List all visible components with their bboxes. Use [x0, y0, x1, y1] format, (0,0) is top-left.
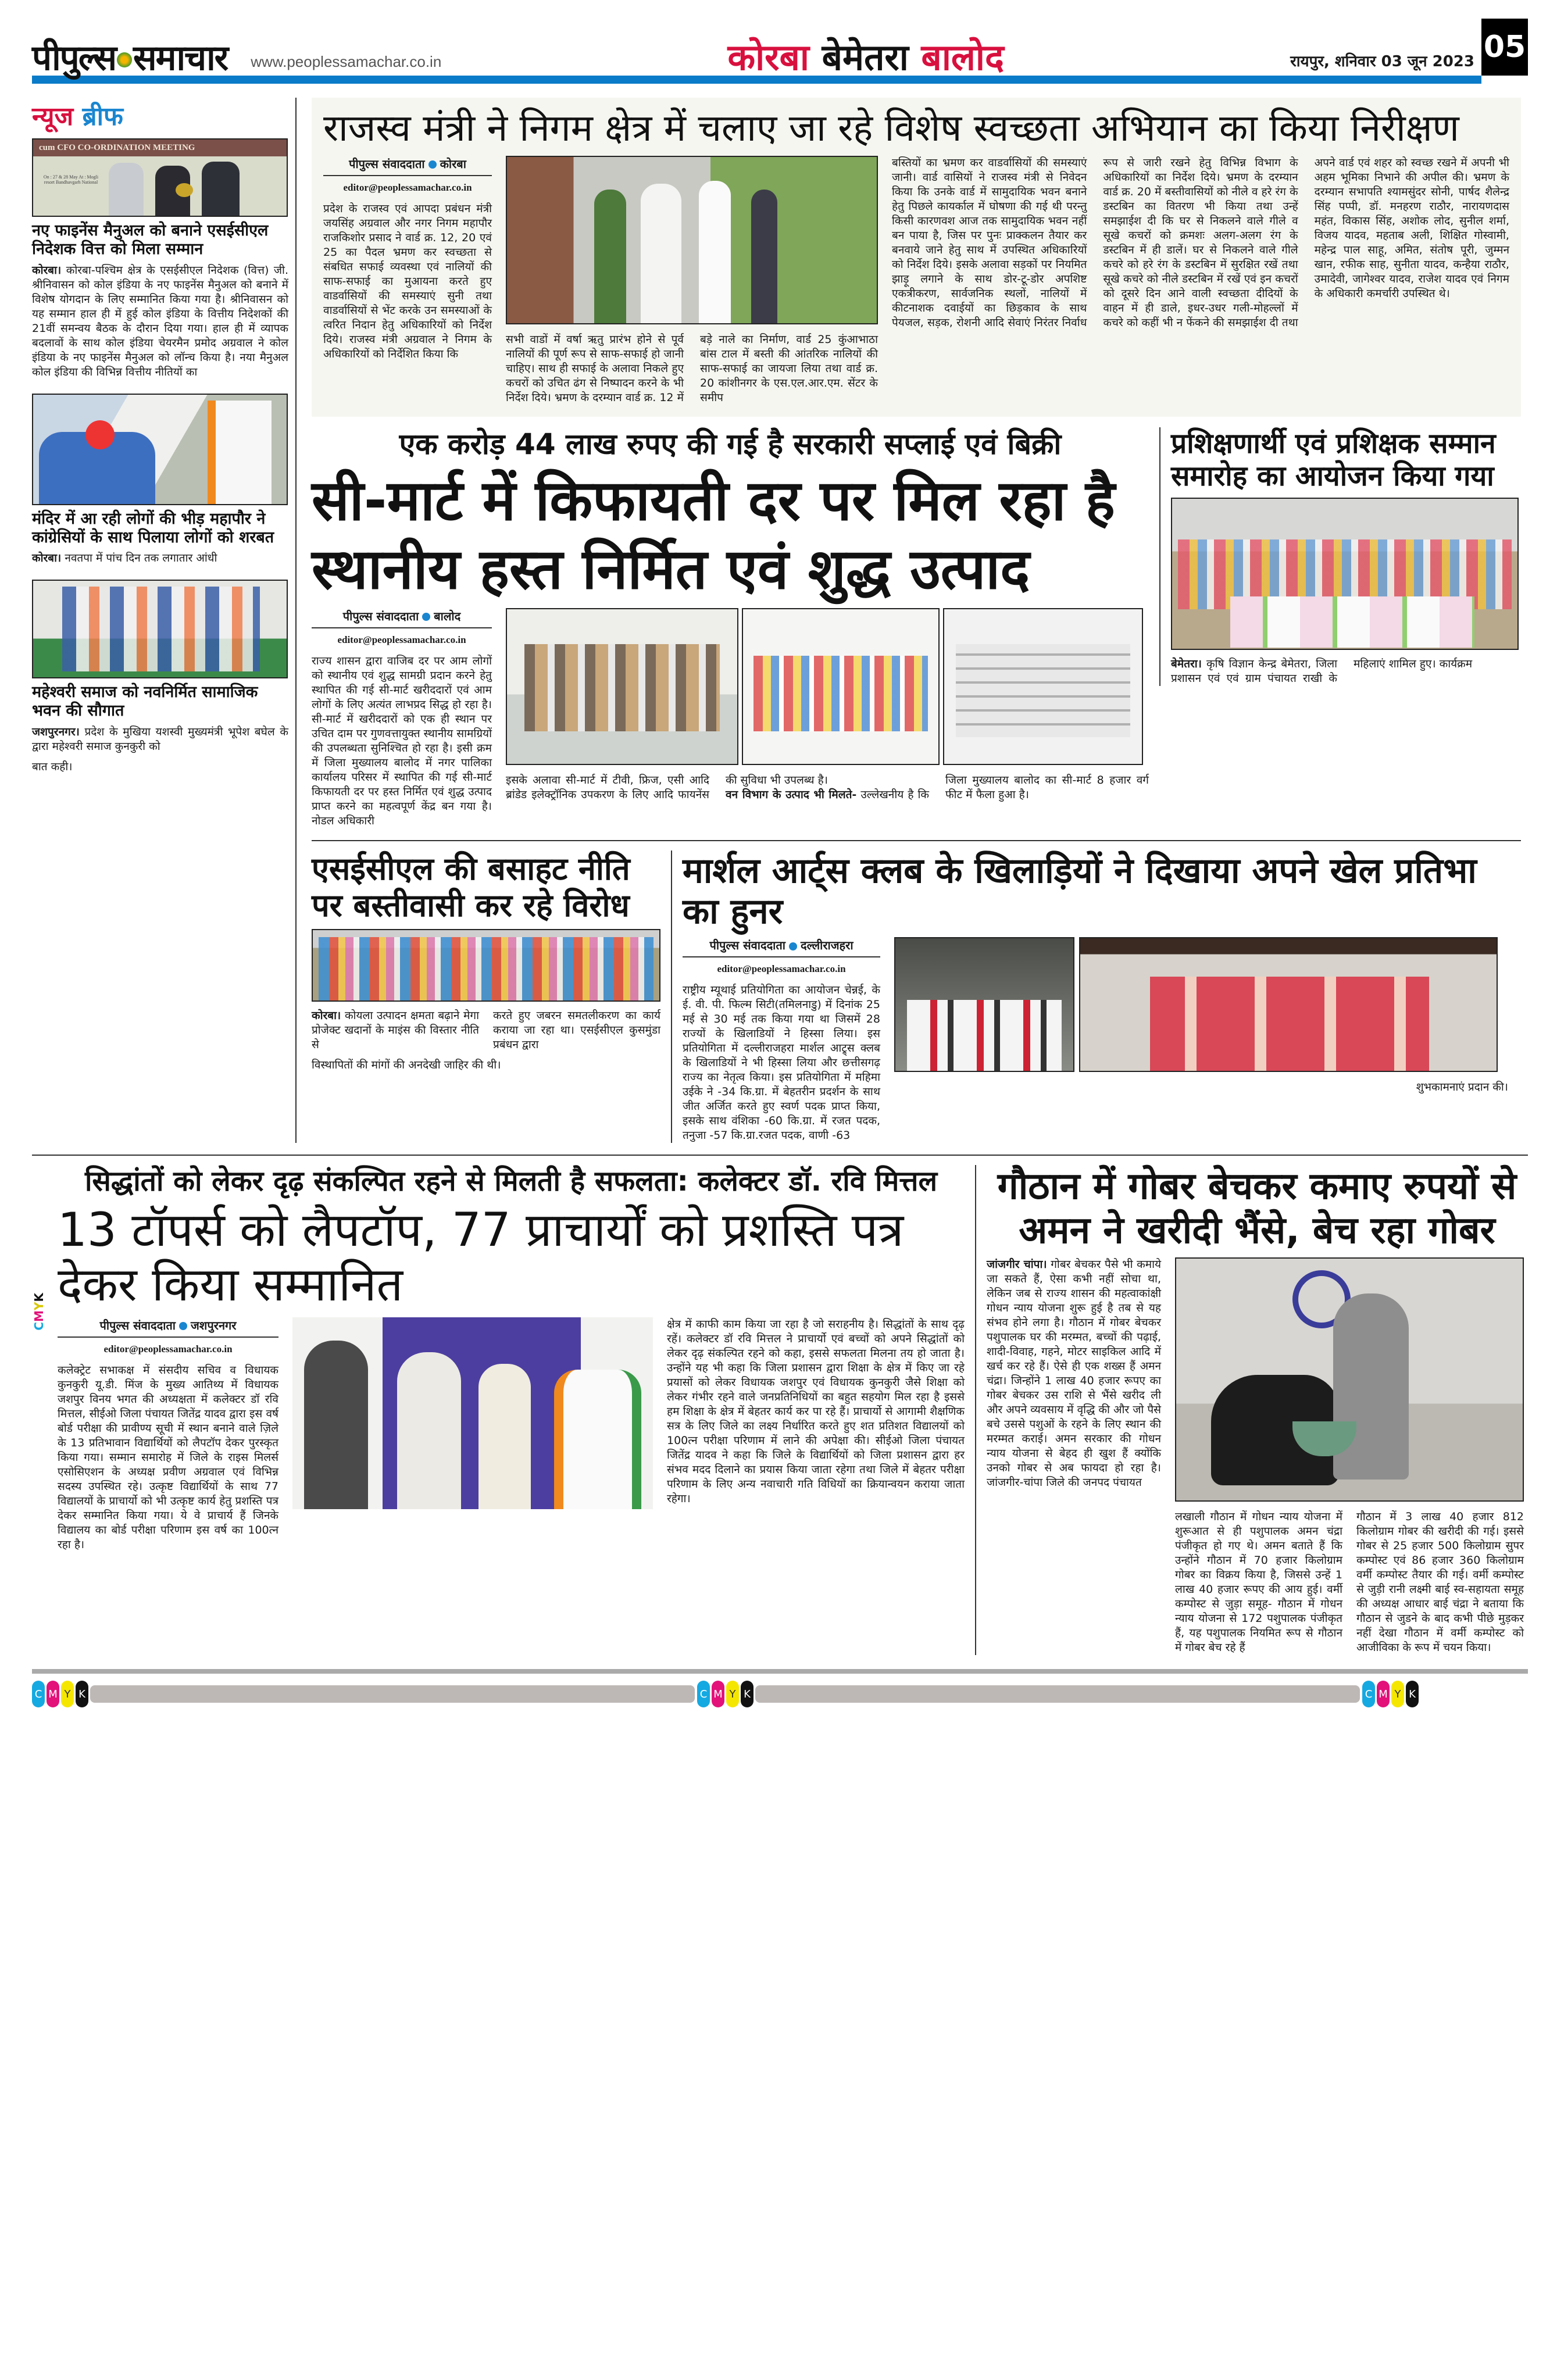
cmyk-c-mark: C — [32, 1681, 45, 1707]
editor-email: editor@peoplessamachar.co.in — [343, 181, 472, 193]
section-title — [727, 36, 1004, 78]
masthead — [32, 23, 1528, 76]
brief-headline: मंदिर में आ रही लोगों की भीड़ महापौर ने कांग्रेसियों के साथ पिलाया लोगों को शरबत — [32, 509, 274, 546]
secl-col1 — [312, 1009, 479, 1052]
news-brief-label-blue: ब्रीफ — [82, 102, 123, 131]
cmart-photo-1 — [506, 608, 738, 765]
byline-reporter: पीपुल्स संवाददाता — [709, 938, 785, 953]
martial-ending: शुभकामनाएं प्रदान की। — [1416, 1081, 1508, 1094]
main-region — [312, 98, 1521, 1143]
article-text: कृषि विज्ञान केन्द्र बेमेतरा, जिला प्रशासन एवं — [1171, 657, 1337, 685]
cmyk-c-mark: C — [697, 1681, 710, 1707]
brief-headline: नए फाइनेंस मैनुअल को बनाने एसईसीएल निदेशक वित्त को मिला सम्मान — [32, 221, 269, 258]
bottom-row — [32, 1155, 1528, 1655]
footer-rule — [32, 1669, 1528, 1674]
top-story-col1: प्रदेश के राजस्व एवं आपदा प्रबंधन मंत्री जयसिंह अग्रवाल और नगर निगम महापौर राजकिशोर प्रसाद ने वार्ड क्र. 12, 20 एवं 25 का पैदल भ्रमण कर स्वच्छता से संबधित सफाई व्यवस्था एवं नालियों की साफ-सफाई का मुआयना करते हुए वाडर्वासियों की समस्याएं सुनी तथा वाडर्वासियों से भेंट करके उन समस्याओं के त्वरित निदान हेतु अधिकारियों को निर्देश दिये। राजस्व मंत्री अग्रवाल ने निगम के अधिकारियों को निर्देशित किया कि — [323, 202, 492, 360]
cmyk-k-mark: K — [741, 1681, 753, 1707]
article-text: प्रदेश के मुखिया यशस्वी मुख्यमंत्री भूपेश बघेल के द्वारा महेश्वरी समाज कुनकुरी को — [32, 726, 288, 753]
byline — [683, 937, 880, 957]
byline-place: दल्लीराजहरा — [800, 938, 854, 953]
toppers-right-col: क्षेत्र में काफी काम किया जा रहा है जो सराहनीय है। सिद्धांतों के साथ दृढ़ रहें। कलेक्टर डॉ रवि मित्तल ने प्राचार्यो एवं बच्चों को अपने सिद्धांतों को लेकर दृढ़ संकल्पित रहने को कहा, इससे सफलता मिलना तय हो जाता है। उन्होंने यह भी कहा कि जिला प्रशासन द्वारा शिक्षा के क्षेत्र में किए जा रहे प्रयासों को लेकर विधायक जशपुर एवं विधायक कुनकुरी जैसे शिक्षा को लेकर गंभीर रहने वाले जनप्रतिनिधियों का बहुत सहयोग मिल रहा है इससे हम शिक्षा के क्षेत्र में बेहतर कार्य कर पा रहे हैं। प्राचार्यो से आगामी शैक्षणिक सत्र के लिए जिले का लक्ष्य निर्धारित करते हुए शत प्रतिशत विद्यालयों को 100त्न परीक्षा परिणाम में लाने की अपेक्षा की। सीईओ जिला पंचायत जितेंद्र यादव ने कहा कि जिले के विद्यार्थियों को जिला प्रशासन द्वारा हर संभव मदद दिलाने का प्रयास किया जाता रहेगा तथा जिले में बेहतर परीक्षा परिणाम के लिए अन्य नवाचारी गति विधियों का क्रियान्वयन कराया जाता रहेगा। — [667, 1317, 965, 1505]
news-brief-label-red: न्यूज — [32, 102, 74, 131]
news-brief-column — [32, 98, 297, 1143]
dateline: कोरबा। — [32, 552, 62, 565]
dateline: जांजगीर चांपा। — [987, 1258, 1047, 1271]
goat-col3: गौठान में 3 लाख 40 हजार 812 किलोग्राम गोबर की खरीदी की गई। इससे गोबर से 25 हजार 500 किलोग्राम सुपर कम्पोस्ट एवं 86 हजार 360 किलोग्राम वर्मी कम्पोस्ट तैयार की गई। वर्मी कम्पोस्ट से जुड़ी रानी लक्ष्मी बाई स्व-सहायता समूह की अध्यक्ष आधार बाई चंद्रा ने बताया कि गौठान से जुडने के बाद कभी पीछे मुड़कर नहीं देखा गौठान में वर्मी कम्पोस्ट को आजीविका के रूप में चयन किया। — [1356, 1510, 1524, 1654]
cmyk-k-mark: K — [1406, 1681, 1419, 1707]
top-story-under-photo: सभी वाडों में वर्षा ऋतु प्रारंभ होने से पूर्व नालियों की पूर्ण रूप से साफ-सफाई हो जानी चाहिए। साथ ही सफाई के अलावा निकले हुए कचरों को उचित ढंग से निष्पादन करने के भी निर्देश दिये। भ्रमण के दरम्यान वार्ड क्र. 12 में बड़े नाले का निर्माण, वार्ड 25 कुंआभाठा बांस टाल में बस्ती की आंतरिक नालियों की साफ-सफाई का जायजा लिया तथा वार्ड क्र. 20 कांशीनगर के एस.एल.आर.एम. सेंटर के समीप — [506, 333, 878, 404]
editor-email: editor@peoplessamachar.co.in — [103, 1343, 233, 1355]
bullet-icon — [422, 613, 430, 621]
gray-bar — [90, 1685, 695, 1703]
top-story-col1-block — [323, 156, 492, 362]
toppers-col1: कलेक्ट्रेट सभाकक्ष में संसदीय सचिव व विधायक कुनकुरी यू.डी. मिंज के मुख्य आतिथ्य में विधायक जशपुर विनय भगत की अध्यक्षता में कलेक्टर डॉ रवि मित्तल, सीईओ जिला पंचायत जितेंद्र यादव द्वारा इस वर्ष बोर्ड परीक्षा की प्रावीण्य सूची में स्थान बनाने वाले ज़िले के 13 प्रतिभावान विद्यार्थियों को लैपटॉप देकर पुरस्कृत किया गया। सम्मान समारोह में जिले के राइस मिलर्स एसोसिएशन के अध्यक्ष प्रवीण अग्रवाल एवं विभिन्न सदस्य उपस्थित रहे। उत्कृष्ट विद्यार्थियों के साथ 77 विद्यालयों के प्राचार्यो को भी उत्कृष्ट कार्य हेतु प्रशस्ति पत्र देकर सम्मानित किया गया। ये वे प्राचार्य हैं जिनके विद्यालय का बोर्ड परीक्षा परिणाम इस वर्ष का 100त्न रहा है। — [58, 1363, 278, 1551]
top-story-right-cols: बस्तियों का भ्रमण कर वाडर्वासियों की समस्याएं जानी। वार्ड वासियों ने राजस्व मंत्री से निवेदन किया कि उनके वार्ड में सामुदायिक भवन बनाने हेतु पिछले कायर्काल में घोषणा की गई थी परन्तु किसी कारणवश आज तक सामुदायिक भवन नहीं बन पाया है, जिस पर पुनः प्राक्कलन तैयार कर बनवाये जाने हेतु साथ में उपस्थित अधिकारियों को निर्देश दिये। इसके अलावा सड़कों पर नियमित झाड़ू लगाने के साथ डोर-टू-डोर अपशिष्ट एकत्रीकरण, सार्वजनिक स्थलों, नालियों में कीटनाशक दवाईयों का छिड़काव के साथ पेयजल, सड़क, रोशनी आदि सेवाएं निरंतर निर्वाध रूप से जारी रखने हेतु विभिन्न विभाग के अधिकारियों का निर्देश दिये। भ्रमण के दरम्यान वार्ड क्र. 20 में बस्तीवासियों को नीले व हरे रंग के डस्टबिन का वितरण भी किया तथा उन्हें समझाईश दी कि घर से निकलने वाले गीले व सूखे कचरों को क्रमशः अलग-अलग रंग के डस्टबिन में ही डालें। घर से निकलने वाले गीले कचरे को हरे रंग के डस्टबिन में सुरक्षित रखें तथा सूखे कचरे को नीले डस्टबिन में रखें एवं इन कचरों को दूसरे दिन आने वाली स्वच्छता दीदियों के वाहन में ही डाले, इधर-उधर गली-मोहल्लों में कचरे को कहीं भी न फेंकने की समझाईश दी तथा अपने वार्ड एवं शहर को स्वच्छ रखने में अपनी भी अहम भूमिका निभाने की अपील की। भ्रमण के दरम्यान सभापति श्यामसुंदर सोनी, पार्षद शैलेन्द्र सिंह पप्पी, डॉ. मनहरण राठौर, नारायणदास महंत, विकास सिंह, अशोक लोद, सुनील शर्मा, विजय यादव, महताब अली, शिक्षित गोस्वामी, महेन्द्र पाल साहू, अमित, संतोष पूरी, जुम्मन खान, रफीक साह, सुनीता यादव, कन्हैया राठौर, उमादेवी, जागेश्वर यादव, राजेश यादव एवं निगम के अधिकारी कमर्चारी उपस्थित थे। — [892, 156, 1509, 329]
training-body — [1171, 657, 1520, 686]
cmart-photo-block — [506, 608, 1149, 802]
section-bemetara: बेमेतरा — [822, 36, 909, 78]
article-text: एवं ग्राम पंचायत राखी के महिलाएं शामिल हुए। कार्यक्रम — [1226, 657, 1473, 685]
website-url: www.peoplessamachar.co.in — [251, 53, 442, 70]
section-balod: बालोद — [921, 36, 1004, 78]
cmart-story — [312, 427, 1149, 828]
martial-columns — [683, 937, 1508, 1143]
cmyk-m-mark: M — [47, 1681, 59, 1707]
cmyk-c: C — [32, 1322, 46, 1331]
secl-columns — [312, 1009, 660, 1052]
secl-headline: एसईसीएल की बसाहट नीति पर बस्तीवासी कर रहे विरोध — [312, 850, 630, 924]
top-story-photo — [506, 156, 878, 324]
cmyk-k-mark: K — [76, 1681, 88, 1707]
byline — [58, 1317, 278, 1338]
toppers-col1-block — [58, 1317, 278, 1552]
page-body — [32, 98, 1528, 1143]
cmart-kicker: एक करोड़ 44 लाख रुपए की गई है सरकारी सप्लाई एवं बिक्री — [399, 427, 1062, 461]
cmyk-m-mark: M — [712, 1681, 724, 1707]
martial-photo-2 — [1079, 937, 1498, 1072]
cmart-photo-2 — [742, 608, 940, 765]
logo-text-left: पीपुल्स — [32, 38, 116, 78]
bullet-icon — [179, 1322, 187, 1330]
cmyk-registration-strip — [32, 1681, 1528, 1707]
goat-headline: गौठान में गोबर बेचकर कमाए रुपयों से अमन ने खरीदी भैंसे, बेच रहा गोबर — [997, 1165, 1517, 1252]
toppers-photo — [292, 1317, 653, 1509]
cmart-columns — [312, 608, 1149, 828]
editor-email: editor@peoplessamachar.co.in — [337, 634, 466, 645]
edition-date: रायपुर, शनिवार 03 जून 2023 — [1290, 53, 1474, 70]
brief-headline: महेश्वरी समाज को नवनिर्मित सामाजिक भवन की सौगात — [32, 683, 258, 720]
cmart-col1: राज्य शासन द्वारा वाजिब दर पर आम लोगों को स्थानीय एवं शुद्ध सामग्री प्रदान करने हेतु स्थापित की गई सी-मार्ट खरीददारों एवं आम लोगों के लिए अत्यंत लाभप्रद सिद्ध हो रहा है। सी-मार्ट में खरीददारों को एक ही स्थान पर उचित दाम पर गुणवत्तायुक्त स्थानीय सामग्रियों की उपलब्धता सुनिश्चित हो रहा है। इसी क्रम में जिला मुख्यालय बालोद में नगर पालिका कार्यालय परिसर में स्थापित की गई सी-मार्ट किफायती दर पर हस्त निर्मित एवं शुद्ध उत्पाद प्राप्त करने का महत्वपूर्ण केंद्र बन गया है। नोडल अधिकारी — [312, 654, 492, 827]
cmart-col1-block — [312, 608, 492, 828]
martial-headline: मार्शल आर्ट्स क्लब के खिलाड़ियों ने दिखाया अपने खेल प्रतिभा का हुनर — [683, 850, 1477, 932]
martial-col1: राष्ट्रीय म्यूथाई प्रतियोगिता का आयोजन चेन्नई, के ई. वी. पी. फिल्म सिटी(तमिलनाडु) में दिनांक 25 मई से 30 मई तक किया गया था जिसमें 28 राज्यों के खिलाडियों ने हिस्सा लिया। इस प्रतियोगिता में दल्लीराजहरा मार्शल आट्र्स क्लब के खिलाडियों ने भी हिस्सा लिया और छत्तीसगढ़ राज्य का नेतृत्व किया। इस प्रतियोगिता में महिमा उईके ने -34 कि.ग्रा. में बेहतरीन प्रदर्शन के साथ जीत अर्जित करते हुए स्वर्ण पदक प्राप्त किया, इसके साथ वंशिका -60 कि.ग्रा. में रजत पदक, तनुजा -57 कि.ग्रा.रजत पदक, वाणी -63 — [683, 984, 880, 1142]
martial-story — [671, 850, 1508, 1143]
cmart-photo-3 — [943, 608, 1143, 765]
byline — [312, 608, 492, 628]
cmyk-y-mark: Y — [726, 1681, 739, 1707]
cmart-photos — [506, 608, 1149, 765]
secl-story — [312, 850, 660, 1073]
byline — [323, 156, 492, 176]
brief-ending: बात कही। — [32, 760, 73, 774]
toppers-kicker: सिद्धांतों को लेकर दृढ़ संकल्पित रहने से मिलती है सफलता: कलेक्टर डॉ. रवि मित्तल — [84, 1165, 937, 1198]
training-photo — [1171, 498, 1519, 650]
top-story-box — [312, 98, 1521, 417]
goat-lower-columns — [1175, 1510, 1527, 1655]
martial-photo-block — [894, 937, 1508, 1095]
subheading: वन विभाग के उत्पाद भी मिलते- — [726, 788, 857, 801]
photo-banner-text: cum CFO CO-ORDINATION MEETING — [39, 143, 195, 152]
secl-col2: करते हुए जबरन समतलीकरण का कार्य कराया जा रहा था। एसईसीएल कुसमुंडा प्रबंधन द्वारा — [493, 1009, 660, 1051]
brief-body — [32, 263, 288, 380]
byline-reporter: पीपुल्स संवाददाता — [349, 156, 425, 171]
byline-reporter: पीपुल्स संवाददाता — [342, 609, 419, 623]
cmyk-k: K — [32, 1293, 46, 1302]
logo-flower-icon — [117, 52, 132, 67]
brief-photo-maheshwari — [32, 580, 288, 678]
top-story-columns — [323, 156, 1509, 405]
goat-story — [975, 1165, 1527, 1655]
page-number: 05 — [1481, 19, 1528, 76]
brief-body — [32, 551, 288, 566]
photo-sign-text: On : 27 & 28 May At : Mogli resort Bandhavgarh National — [43, 174, 99, 185]
news-brief-label — [32, 98, 288, 133]
secl-ending: विस्थापितों की मांगों की अनदेखी जाहिर की थी। — [312, 1058, 501, 1071]
cmyk-y-mark: Y — [1391, 1681, 1404, 1707]
byline-reporter: पीपुल्स संवाददाता — [99, 1318, 176, 1332]
newspaper-logo — [32, 38, 228, 78]
byline-place: कोरबा — [440, 156, 466, 171]
top-story-headline: राजस्व मंत्री ने निगम क्षेत्र में चलाए जा रहे विशेष स्वच्छता अभियान का किया निरीक्षण — [323, 107, 1459, 150]
article-text: इसके अलावा सी-मार्ट में टीवी, फ्रिज, एसी आदि ब्रांडेड इलेक्ट्रॉनिक उपकरण के लिए आदि फायनेंस की सुविधा भी उपलब्ध है। — [506, 773, 828, 801]
bullet-icon — [789, 942, 797, 950]
cmyk-m-mark: M — [1377, 1681, 1390, 1707]
cmyk-y-mark: Y — [61, 1681, 74, 1707]
brief-photo-award — [32, 138, 288, 217]
goat-col2: लखाली गौठान में गोधन न्याय योजना में शुरूआत से ही पशुपालक अमन चंद्रा पंजीकृत हो गए थे। अमन बताते हैं कि उन्होंने गौठान में 70 हजार किलोग्राम गोबर का विक्रय किया है, जिससे उन्हें 1 लाख 40 हजार रूपए की आय हुई। वर्मी कम्पोस्ट से जुड़ा समूह- गौठान में गोधन न्याय योजना से 172 पशुपालक पंजीकृत हैं, यह पशुपालक नियमित रूप से गौठान में गोबर बेच रहे हैं — [1175, 1510, 1342, 1654]
goat-columns — [987, 1257, 1527, 1655]
cmart-cols — [506, 773, 1149, 802]
training-headline: प्रशिक्षणार्थी एवं प्रशिक्षक सम्मान समारोह का आयोजन किया गया — [1171, 427, 1496, 493]
brief-photo-sharbat — [32, 394, 288, 505]
article-text: कोरबा-पश्चिम क्षेत्र के एसईसीएल निदेशक (वित्त) जी. श्रीनिवासन को कोल इंडिया के नए फाइनेंस मैनुअल को बनाने में विशेष योगदान के लिए सम्मानित किया गया है। श्रीनिवासन को यह सम्मान हाल ही में हुई कोल इंडिया के वित्तीय निदेशकों की 21वीं समन्वय बैठक के दौरान दिया गया। हाल ही में व्यापक बदलावों के साथ कोल इंडिया चेयरमैन प्रमोद अग्रवाल ने कोल इंडिया के नए फाइनेंस मैनुअल को लॉन्च किया है। नया मैनुअल कोल इंडिया की विभिन्न वित्तीय नीतियों का — [32, 263, 288, 378]
article-text: कोयला उत्पादन क्षमता बढ़ाने मेगा प्रोजेक्ट खदानों के माइंस की विस्तार नीति से — [312, 1009, 479, 1051]
toppers-story — [58, 1165, 965, 1552]
goat-photo-block — [1175, 1257, 1527, 1655]
gray-bar — [755, 1685, 1360, 1703]
cmyk-y: Y — [32, 1302, 46, 1311]
cmart-headline: सी-मार्ट में किफायती दर पर मिल रहा है स्थानीय हस्त निर्मित एवं शुद्ध उत्पाद — [312, 467, 1115, 602]
secl-protest-photo — [312, 929, 660, 1002]
dateline: कोरबा। — [32, 263, 62, 277]
dateline: बेमेतरा। — [1171, 657, 1202, 670]
article-text: नवतपा में पांच दिन तक लगातार आंधी — [65, 552, 217, 565]
cmyk-m: M — [32, 1310, 46, 1322]
middle-row — [312, 427, 1521, 828]
byline-place: बालोद — [434, 609, 461, 623]
training-story — [1159, 427, 1520, 686]
martial-col1-block — [683, 937, 880, 1143]
article-text: उल्लेखनीय है कि जिला मुख्यालय बालोद का सी-मार्ट 8 हजार वर्ग फीट में फैला हुआ है। — [860, 773, 1149, 801]
brief-body — [32, 725, 288, 754]
byline-place: जशपुरनगर — [190, 1318, 237, 1332]
dateline: जशपुरनगर। — [32, 726, 80, 739]
logo-text-right: समाचार — [133, 38, 228, 78]
editor-email: editor@peoplessamachar.co.in — [717, 963, 846, 975]
toppers-columns — [58, 1317, 965, 1552]
lower-row — [312, 840, 1521, 1143]
top-story-photo-block — [506, 156, 878, 405]
goat-buffalo-photo — [1175, 1257, 1524, 1502]
martial-photo-1 — [894, 937, 1074, 1072]
toppers-headline: 13 टॉपर्स को लैपटॉप, 77 प्राचार्यों को प्रशस्ति पत्र देकर किया सम्मानित — [58, 1202, 904, 1312]
cmyk-c-mark: C — [1362, 1681, 1375, 1707]
article-text: गोबर बेचकर पैसे भी कमाये जा सकते हैं, ऐसा कभी नहीं सोचा था, लेकिन जब से राज्य शासन की महत्वाकांक्षी गोधन न्याय योजना शुरू हुई है तब से यह संभव होने लगा है। गौठान में गोबर बेचकर पशुपालक घर की मरम्मत, बच्चों की पढ़ाई, शादी-विवाह, गहने, मोटर साइकिल आदि में खर्च कर रहे हैं। ऐसे ही एक शख्स हैं अमन चंद्रा। जिन्होंने 1 लाख 40 हजार रूपए का गोबर बेचकर उस राशि से भैंसे खरीद ली और अपने व्यवसाय में वृद्धि की और जो पैसे बचे उससे पशुओं के रहने के लिए स्थान की मरम्मत कराई। अमन सरकार की गोधन न्याय योजना से बेहद ही खुश हैं क्योंकि उनको गोबर से अब फायदा हो रहा है। जांजगीर-चांपा जिले की जनपद पंचायत — [987, 1258, 1162, 1489]
bullet-icon — [428, 160, 437, 169]
dateline: कोरबा। — [312, 1009, 341, 1022]
registration-mark-side — [32, 1293, 47, 1331]
martial-photos — [894, 937, 1508, 1072]
goat-col1 — [987, 1257, 1161, 1490]
section-korba: कोरबा — [727, 36, 809, 78]
